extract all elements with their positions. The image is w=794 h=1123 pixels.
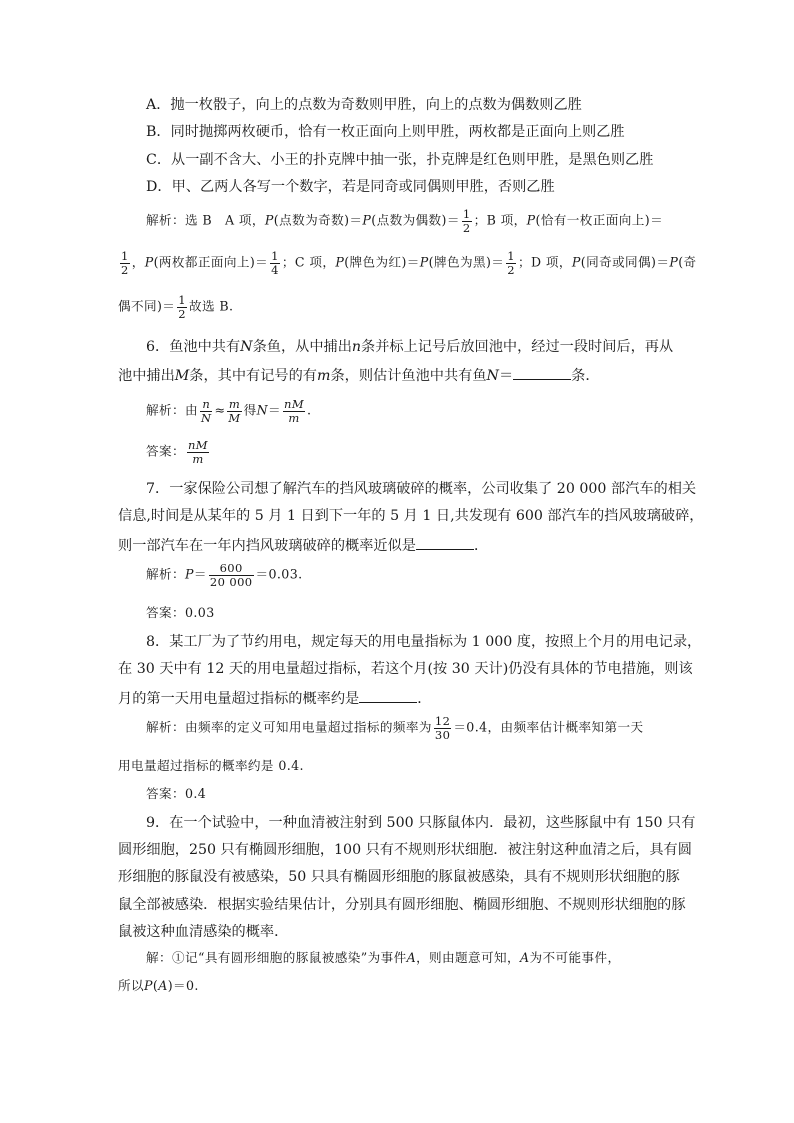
frac-den: 2 [462,220,471,235]
answer-blank [416,537,474,550]
answer-blank [513,367,571,380]
fraction-half [506,250,516,276]
answer-blank [359,690,417,703]
q6-stem-line-2 [118,367,600,383]
q5-sol-text: (点数为奇数)＝ [273,212,363,228]
option-b: B．同时抛掷两枚硬币，恰有一枚正面向上则甲胜，两枚都是正面向上则乙胜 [146,124,625,140]
q8-sol-text: ＝0.4，由频率估计概率知第一天 [453,719,644,735]
frac-num: 600 [209,562,254,576]
q6-text: 条，则估计鱼池中共有鱼 [330,368,487,384]
var-M: M [174,368,190,384]
var-m: m [317,368,331,384]
q7-text: 则一部汽车在一年内挡风玻璃破碎的概率近似是 [118,538,416,554]
var-N: N [486,368,499,384]
option-d: D．甲、乙两人各写一个数字，若是同奇或同偶则甲胜，否则乙胜 [146,179,555,195]
fraction-n-over-N [200,398,212,424]
frac-num: nM [187,438,208,452]
prob-symbol: P [184,566,194,582]
q5-sol-text: (两枚都正面向上)＝ [153,254,269,270]
q8-sol-text: 解析：由频率的定义可知用电量超过指标的频率为 [146,719,432,735]
q9-stem-line-3: 形细胞的豚鼠没有被感染，50 只具有椭圆形细胞的豚鼠被感染，具有不规则形状细胞的豚 [118,869,680,885]
q5-solution-line-2 [118,250,697,276]
frac-num: 1 [271,249,279,263]
q8-stem-line-1: 8．某工厂为了节约用电，规定每天的用电量指标为 1 000 度，按照上个月的用电记录， [146,634,702,650]
q5-sol-text: (奇 [678,254,697,270]
var-N: N [240,339,253,355]
q9-stem-line-4: 鼠全部被感染．根据实验结果估计，分别具有圆形细胞、椭圆形细胞、不规则形状细胞的豚 [118,897,686,913]
frac-den: N [200,410,212,425]
q5-sol-text: ；D 项， [518,254,572,270]
prob-symbol: P [526,212,536,228]
q6-sol-label: 解析：由 [146,402,198,418]
q6-stem-line-1 [146,340,673,354]
frac-num: n [200,398,212,412]
approx-sign: ≈ [214,402,226,418]
q5-solution-line-3 [118,294,233,320]
q6-text: 条并标上记号后放回池中，经过一段时间后，再从 [361,339,674,355]
frac-num: m [228,397,241,411]
q8-solution-line-2: 用电量超过指标的概率约是 0.4. [118,758,304,773]
frac-num: 1 [178,293,187,307]
q7-text: ． [473,538,489,554]
equals-sign: ＝ [268,402,282,418]
fraction-600-over-20000 [209,562,254,588]
q5-sol-text: ， [131,254,145,270]
var-A: A [406,950,417,965]
prob-symbol: P [144,254,154,270]
q9-stem-line-1: 9．在一个试验中，一种血清被注射到 500 只豚鼠体内．最初，这些豚鼠中有 150 只有 [146,815,696,831]
q6-answer [146,439,211,465]
var-A: A [158,978,168,993]
q9-sol-text: ，则由题意可知， [416,950,521,965]
q6-text: 池中捕出 [118,368,175,384]
var-A: A [520,950,530,965]
q6-text: 得 [243,402,257,418]
frac-num: 12 [434,714,451,728]
frac-num: 1 [462,207,471,221]
q8-stem-line-2: 在 30 天中有 12 天的用电量超过指标，若这个月(按 30 天计)仍没有具体的节电措施，则该 [118,661,693,677]
q9-solution-line-1 [146,952,620,965]
q5-sol-text: (牌色为红)＝ [344,254,420,270]
frac-num: nM [284,397,304,411]
q8-solution-line-1 [146,715,643,741]
q9-sol-text: ( [152,978,159,993]
q6-solution [146,398,311,424]
fraction-half [177,294,187,320]
frac-den: 4 [271,262,279,277]
q5-sol-label: 解析：选 B A 项， [146,212,265,228]
fraction-nM-over-m [187,439,209,465]
prob-symbol: P [571,254,581,270]
q5-sol-text: 偶不同)＝ [118,298,176,314]
q8-stem-line-3 [118,690,431,706]
answer-label: 答案： [146,443,185,459]
q6-text: 条． [571,368,600,384]
q6-text: 6．鱼池中共有 [146,339,241,355]
q7-solution [146,562,303,588]
q5-sol-text: ；B 项， [473,212,527,228]
q9-stem-line-2: 圆形细胞，250 只有椭圆形细胞，100 只有不规则形状细胞．被注射这种血清之后，具有圆 [118,842,692,858]
option-a: A．抛一枚骰子，向上的点数为奇数则甲胜，向上的点数为偶数则乙胜 [146,97,582,113]
fraction-12-over-30 [434,715,451,741]
frac-den: 2 [178,306,187,321]
frac-den: m [288,410,300,425]
q8-text: 月的第一天用电量超过指标的概率约是 [118,691,360,707]
q9-sol-text: )＝0. [167,978,199,993]
q5-sol-text: (点数为偶数)＝ [371,212,460,228]
var-n: n [351,339,362,355]
prob-symbol: P [362,212,372,228]
q6-text: ＝ [498,368,514,384]
q9-sol-text: 为不可能事件， [529,950,621,965]
prob-symbol: P [264,212,274,228]
q5-sol-text: (牌色为黑)＝ [428,254,505,270]
prob-symbol: P [335,254,345,270]
fraction-quarter [270,250,280,276]
q7-stem-line-2: 信息,时间是从某年的 5 月 1 日到下一年的 5 月 1 日,共发现有 600 部汽车的挡风玻璃破碎， [118,508,704,524]
q8-answer: 答案：0.4 [146,786,207,801]
q5-solution-line-1 [146,208,663,234]
frac-den: 20 000 [209,574,253,589]
q5-sol-text: ；C 项， [281,254,336,270]
q7-answer: 答案：0.03 [146,605,215,620]
fraction-nM-over-m [283,398,305,424]
fraction-m-over-M [227,398,241,424]
equals-sign: ＝ [193,566,207,582]
q6-text: . [307,402,312,418]
q5-sol-text: (恰有一枚正面向上)＝ [535,212,664,228]
frac-den: 2 [121,262,129,277]
q6-text: 条，其中有记号的有 [189,368,317,384]
prob-symbol: P [669,254,679,270]
frac-den: 30 [434,727,451,742]
q5-sol-text: (同奇或同偶)＝ [580,254,670,270]
q5-sol-text: 故选 B. [189,298,234,314]
frac-den: m [192,451,204,466]
frac-den: 2 [507,262,515,277]
frac-num: 1 [507,249,515,263]
q9-sol-text: 所以 [118,978,144,993]
q8-text: ． [417,691,432,707]
q7-stem-line-3 [118,537,488,553]
q9-solution-line-2 [118,980,199,993]
q7-result: ＝0.03. [255,566,303,582]
fraction-half [462,208,472,234]
q9-stem-line-5: 鼠被这种血清感染的概率． [118,924,289,940]
prob-symbol: P [144,978,153,993]
q9-sol-text: 解：①记“具有圆形细胞的豚鼠被感染”为事件 [146,950,407,965]
option-c: C．从一副不含大、小王的扑克牌中抽一张，扑克牌是红色则甲胜，是黑色则乙胜 [146,152,654,168]
fraction-half [120,250,130,276]
prob-symbol: P [419,254,429,270]
q6-text: 条鱼，从中捕出 [252,339,352,355]
q7-sol-label: 解析： [146,566,185,582]
frac-num: 1 [121,249,129,263]
frac-den: M [228,410,241,425]
q7-stem-line-1: 7．一家保险公司想了解汽车的挡风玻璃破碎的概率，公司收集了 20 000 部汽车的相关 [146,481,697,497]
var-N: N [256,402,269,418]
